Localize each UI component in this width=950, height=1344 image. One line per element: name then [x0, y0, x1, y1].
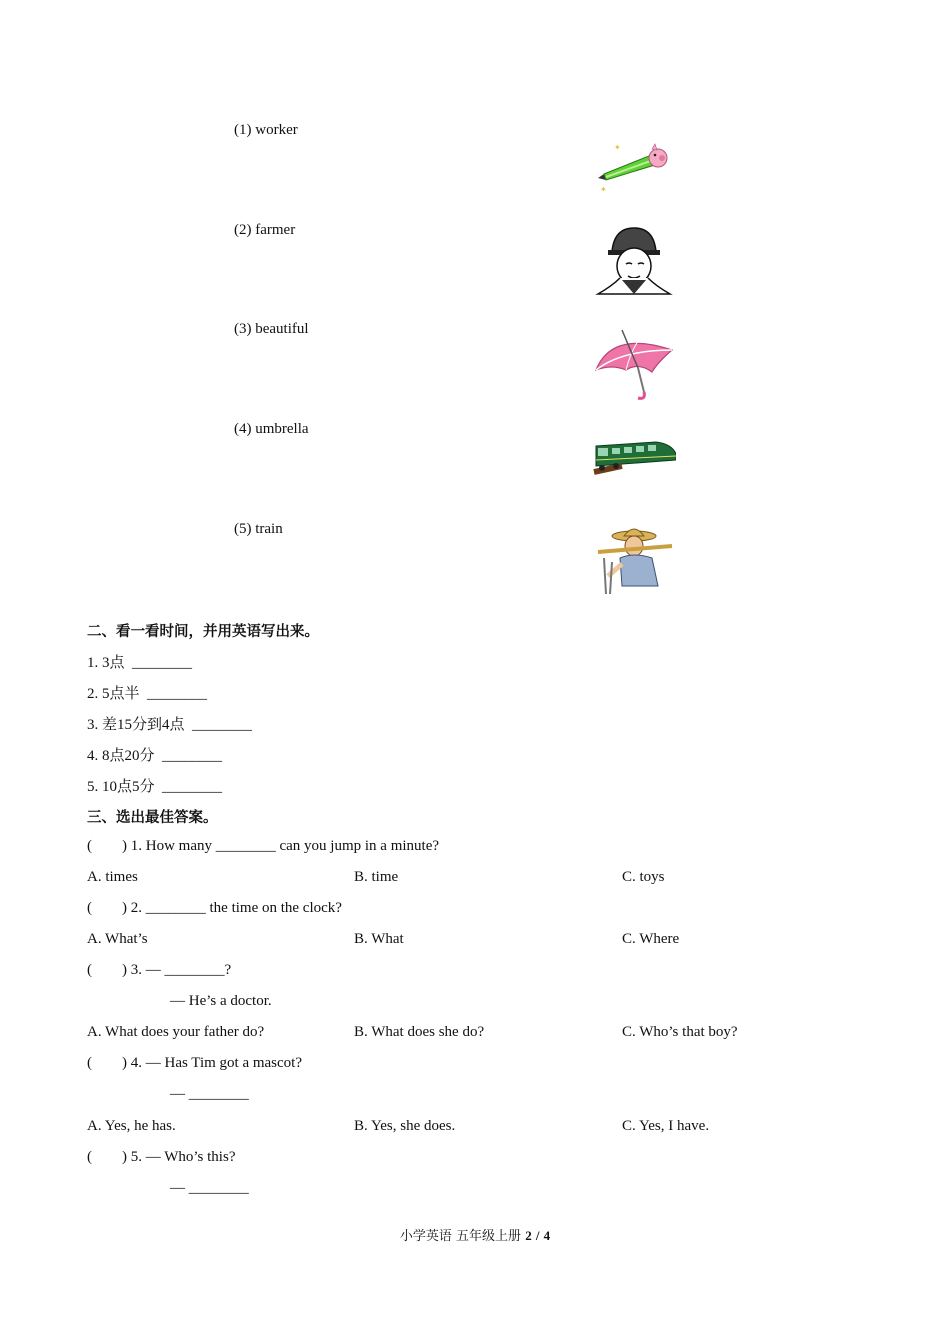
time-item-2: [87, 682, 207, 703]
answer-blank: ________: [192, 717, 253, 733]
option-a: A. What does your father do?: [87, 1024, 265, 1040]
question-2: [87, 900, 342, 917]
question-4: [87, 1055, 302, 1072]
time-item-text: 3. 差15分到4点: [87, 717, 185, 733]
farmer-icon: [592, 522, 676, 596]
pencil-icon: [592, 130, 676, 204]
question-stem: 3. — ________?: [130, 962, 232, 978]
section-2-title: 二、看一看时间，并用英语写出来。: [87, 624, 319, 640]
question-stem: 4. — Has Tim got a mascot?: [130, 1055, 302, 1071]
time-item-1: [87, 651, 192, 672]
answer-paren: ( ): [87, 1149, 127, 1165]
answer-blank: ________: [132, 655, 193, 671]
question-stem: 5. — Who’s this?: [130, 1149, 236, 1165]
time-item-text: 2. 5点半: [87, 686, 140, 702]
worker-icon: [592, 222, 676, 296]
dialogue-line: — ________: [170, 1086, 249, 1102]
footer-text: 小学英语 五年级上册: [399, 1229, 522, 1244]
match-word-1: (1) worker: [234, 122, 298, 138]
time-item-text: 4. 8点20分: [87, 748, 155, 764]
option-b: B. Yes, she does.: [354, 1118, 456, 1134]
match-word-3: (3) beautiful: [234, 321, 309, 337]
page-separator: /: [535, 1228, 540, 1243]
option-c: C. Who’s that boy?: [622, 1024, 738, 1040]
option-b: B. time: [354, 869, 399, 885]
answer-paren: ( ): [87, 838, 127, 854]
option-b: B. What does she do?: [354, 1024, 485, 1040]
svg-text:✦: ✦: [600, 185, 607, 194]
question-1: [87, 838, 439, 855]
option-a: A. Yes, he has.: [87, 1118, 176, 1134]
time-item-text: 5. 10点5分: [87, 779, 155, 795]
option-a: A. times: [87, 869, 138, 885]
question-stem: 1. How many ________ can you jump in a minute?: [130, 838, 440, 854]
answer-paren: ( ): [87, 900, 127, 916]
umbrella-icon: [592, 328, 676, 402]
train-icon: [592, 428, 676, 502]
option-a: A. What’s: [87, 931, 148, 947]
svg-text:✦: ✦: [614, 143, 621, 152]
answer-paren: ( ): [87, 1055, 127, 1071]
time-item-text: 1. 3点: [87, 655, 125, 671]
question-5: [87, 1149, 235, 1166]
option-c: C. Where: [622, 931, 680, 947]
dialogue-line: — He’s a doctor.: [170, 993, 272, 1009]
answer-paren: ( ): [87, 962, 127, 978]
dialogue-line: — ________: [170, 1180, 249, 1196]
question-stem: 2. ________ the time on the clock?: [130, 900, 342, 916]
match-word-4: (4) umbrella: [234, 421, 309, 437]
answer-blank: ________: [147, 686, 208, 702]
option-c: C. Yes, I have.: [622, 1118, 710, 1134]
answer-blank: ________: [162, 779, 223, 795]
section-3-title: 三、选出最佳答案。: [87, 810, 218, 826]
page-footer: [0, 1225, 950, 1244]
question-3: [87, 962, 231, 979]
time-item-3: [87, 713, 252, 734]
option-b: B. What: [354, 931, 404, 947]
match-word-2: (2) farmer: [234, 222, 296, 238]
time-item-4: [87, 744, 222, 765]
match-word-5: (5) train: [234, 521, 283, 537]
time-item-5: [87, 775, 222, 796]
option-c: C. toys: [622, 869, 665, 885]
page-total: 4: [543, 1228, 551, 1243]
answer-blank: ________: [162, 748, 223, 764]
page-number: 2: [525, 1228, 532, 1243]
